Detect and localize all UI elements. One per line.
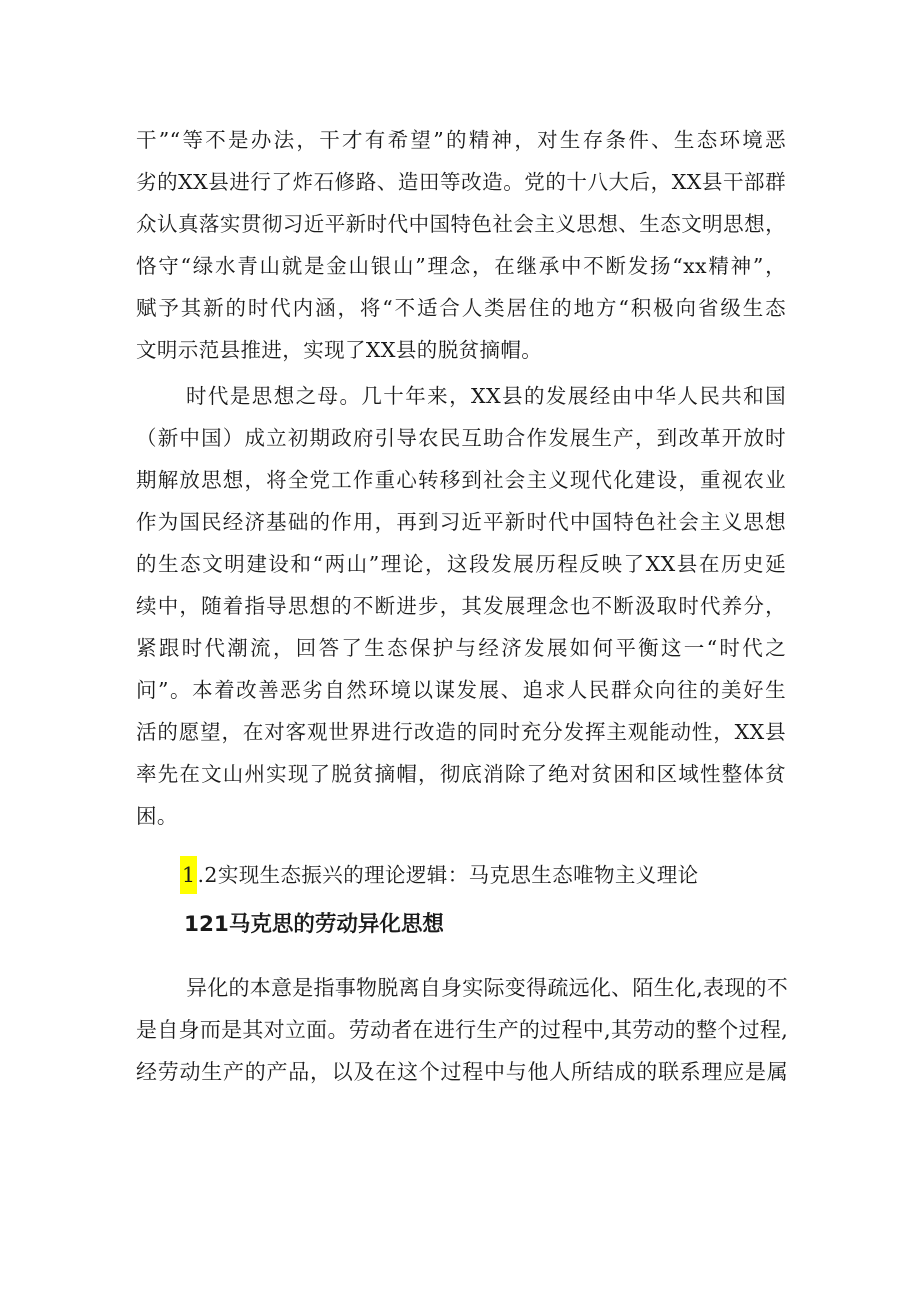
paragraph-line: （新中国）成立初期政府引导农民互助合作发展生产，到改革开放时 <box>136 426 786 450</box>
paragraph-line: 时代是思想之母。几十年来，XX县的发展经由中华人民共和国 <box>186 384 786 408</box>
paragraph-line: 续中，随着指导思想的不断进步，其发展理念也不断汲取时代养分， <box>136 594 786 618</box>
paragraph-line: 率先在文山州实现了脱贫摘帽，彻底消除了绝对贫困和区域性整体贫 <box>136 762 786 786</box>
paragraph-line: 的生态文明建设和“两山”理论，这段发展历程反映了XX县在历史延 <box>136 552 786 576</box>
paragraph-line: 困。 <box>136 804 178 828</box>
section-heading-text: 实现生态振兴的理论逻辑：马克思生态唯物主义理论 <box>217 863 699 887</box>
paragraph-line: 恪守“绿水青山就是金山银山”理念，在继承中不断发扬“xx精神”， <box>136 254 786 278</box>
paragraph-line: 异化的本意是指事物脱离自身实际变得疏远化、陌生化,表现的不 <box>186 976 788 1000</box>
paragraph-line: 是自身而是其对立面。劳动者在进行生产的过程中,其劳动的整个过程, <box>136 1018 788 1042</box>
paragraph-line: 文明示范县推进，实现了XX县的脱贫摘帽。 <box>136 338 543 362</box>
section-number-rest: .2 <box>197 863 218 887</box>
paragraph-line: 作为国民经济基础的作用，再到习近平新时代中国特色社会主义思想 <box>136 510 786 534</box>
paragraph-line: 劣的XX县进行了炸石修路、造田等改造。党的十八大后，XX县干部群 <box>136 170 786 194</box>
paragraph-line: 众认真落实贯彻习近平新时代中国特色社会主义思想、生态文明思想， <box>136 212 786 236</box>
paragraph-line: 紧跟时代潮流，回答了生态保护与经济发展如何平衡这一“时代之 <box>136 636 786 660</box>
paragraph-line: 经劳动生产的产品，以及在这个过程中与他人所结成的联系理应是属 <box>136 1060 788 1084</box>
highlighted-number: 1 <box>180 856 197 894</box>
paragraph-line: 赋予其新的时代内涵，将“不适合人类居住的地方“积极向省级生态 <box>136 296 786 320</box>
paragraph-line: 活的愿望，在对客观世界进行改造的同时充分发挥主观能动性，XX县 <box>136 720 786 744</box>
paragraph-line: 期解放思想，将全党工作重心转移到社会主义现代化建设，重视农业 <box>136 468 786 492</box>
section-heading <box>182 856 699 894</box>
paragraph-line: 问”。本着改善恶劣自然环境以谋发展、追求人民群众向往的美好生 <box>136 678 786 702</box>
subsection-heading: 121马克思的劳动异化思想 <box>184 912 444 937</box>
paragraph-line: 干”“等不是办法，干才有希望”的精神，对生存条件、生态环境恶 <box>136 128 786 152</box>
